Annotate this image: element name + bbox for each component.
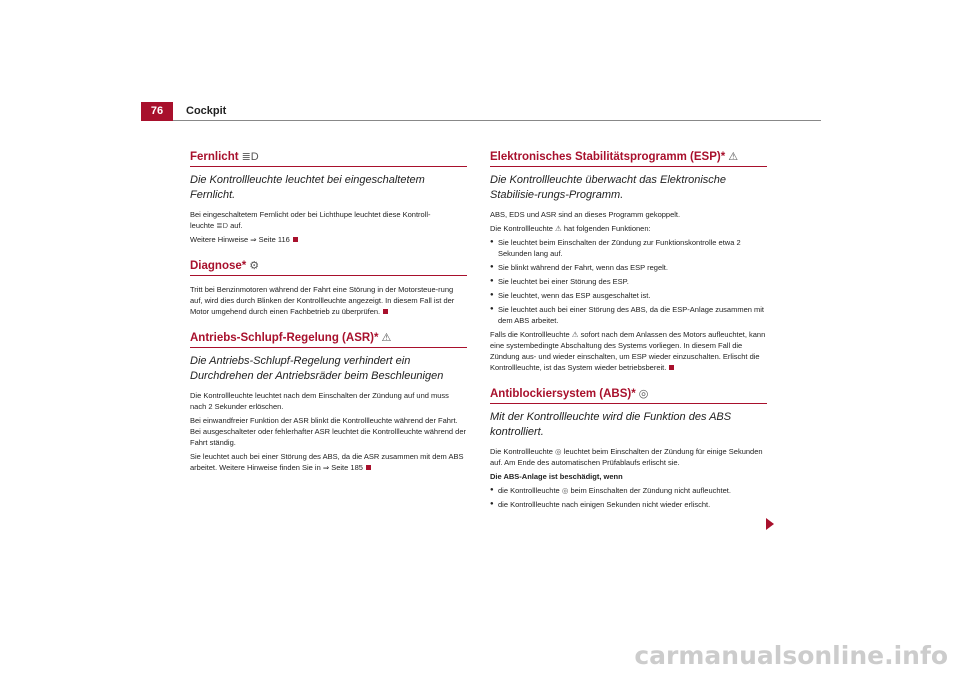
- section-diagnose: [190, 259, 467, 317]
- end-mark-icon: [669, 365, 674, 370]
- esp-icon: ⚠: [555, 224, 562, 233]
- header-rule: [173, 120, 821, 121]
- list-item: ● Sie blinkt während der Fahrt, wenn das ESP regelt.: [490, 262, 767, 273]
- list-item: ● die Kontrollleuchte nach einigen Sekunden nicht wieder erlischt.: [490, 499, 767, 510]
- section-title: Fernlicht ≣D: [190, 150, 467, 167]
- paragraph: Bei eingeschaltetem Fernlicht oder bei Lichthupe leuchtet diese Kontroll- leuchte ≣D auf.: [190, 210, 431, 230]
- paragraph: Falls die Kontrollleuchte ⚠ sofort nach dem Anlassen des Motors aufleuchtet, kann eine systembedingte Abschaltung des Systems vorliegen. In diesem Fall die Zündung aus- und wieder einschalten, um ESP wieder einzuschalten. Erlischt die Kontrollleuchte, ist das System wieder betriebsbereit.: [490, 330, 766, 372]
- end-mark-icon: [293, 237, 298, 242]
- section-esp: [490, 150, 767, 373]
- section-title: Diagnose* ⚙: [190, 259, 467, 276]
- left-column: [190, 150, 467, 487]
- page-reference-link[interactable]: Weitere Hinweise ⇒ Seite 116: [190, 235, 290, 244]
- watermark: carmanualsonline.info: [634, 641, 948, 670]
- end-mark-icon: [383, 309, 388, 314]
- end-mark-icon: [366, 465, 371, 470]
- high-beam-icon: ≣D: [241, 151, 259, 163]
- paragraph: Die Kontrollleuchte ◎ leuchtet beim Einschalten der Zündung für einige Sekunden auf. Am Ende des automatischen Prüfablaufs erlischt sie.: [490, 447, 763, 467]
- esp-icon: ⚠: [728, 151, 739, 163]
- paragraph: ABS, EDS und ASR sind an dieses Programm gekoppelt.: [490, 210, 681, 219]
- abs-icon: ◎: [555, 447, 562, 456]
- traction-icon: ⚠: [381, 332, 392, 344]
- paragraph: Sie leuchtet auch bei einer Störung des ABS, da die ASR zusammen mit dem ABS arbeitet. Weitere Hinweise finden Sie in ⇒ Seite 185: [190, 452, 464, 472]
- abs-icon: ◎: [561, 486, 569, 495]
- right-column: [490, 150, 767, 524]
- high-beam-icon: ≣D: [216, 221, 228, 230]
- section-fernlicht: [190, 150, 467, 245]
- list-item: ● Sie leuchtet, wenn das ESP ausgeschaltet ist.: [490, 290, 767, 301]
- section-title: Antiblockiersystem (ABS)* ◎: [490, 387, 767, 404]
- section-lead: Die Kontrollleuchte leuchtet bei eingeschaltetem Fernlicht.: [190, 174, 425, 201]
- list-item: ● Sie leuchtet bei einer Störung des ESP.: [490, 276, 767, 287]
- chapter-title: Cockpit: [186, 105, 227, 117]
- bullet-list: [490, 237, 767, 326]
- esp-icon: ⚠: [571, 330, 579, 339]
- abs-icon: ◎: [638, 388, 649, 400]
- list-item: ● die Kontrollleuchte ◎ beim Einschalten der Zündung nicht aufleuchtet.: [490, 485, 767, 496]
- section-lead: Mit der Kontrollleuchte wird die Funktion des ABS kontrolliert.: [490, 411, 732, 438]
- page-header: [141, 102, 821, 121]
- paragraph: Die Kontrollleuchte leuchtet nach dem Einschalten der Zündung auf und muss nach 2 Sekunder erlöschen.: [190, 391, 449, 411]
- paragraph: Die Kontrollleuchte ⚠ hat folgenden Funktionen:: [490, 224, 651, 233]
- paragraph-bold: Die ABS-Anlage ist beschädigt, wenn: [490, 472, 623, 481]
- section-abs: [490, 387, 767, 510]
- list-item: ● Sie leuchtet auch bei einer Störung des ABS, da die ESP-Anlage zusammen mit dem ABS arbeitet.: [490, 304, 767, 326]
- section-lead: Die Kontrollleuchte überwacht das Elektronische Stabilisie-rungs-Programm.: [490, 174, 727, 201]
- section-title: Elektronisches Stabilitätsprogramm (ESP)* ⚠: [490, 150, 767, 167]
- engine-icon: ⚙: [249, 260, 260, 272]
- section-lead: Die Antriebs-Schlupf-Regelung verhindert ein Durchdrehen der Antriebsräder beim Beschleunigen: [190, 355, 444, 382]
- paragraph: Bei einwandfreier Funktion der ASR blinkt die Kontrollleuchte während der Fahrt. Bei ausgeschalteter oder fehlerhafter ASR leuchtet die Kontrollleuchte während der Fahrt ständig.: [190, 416, 467, 447]
- list-item: ● Sie leuchtet beim Einschalten der Zündung zur Funktionskontrolle etwa 2 Sekunden lang auf.: [490, 237, 767, 259]
- paragraph: [190, 234, 467, 245]
- page-number: 76: [141, 102, 173, 121]
- continue-arrow-icon: [766, 518, 774, 530]
- section-asr: [190, 331, 467, 473]
- bullet-list: [490, 485, 767, 510]
- paragraph: Tritt bei Benzinmotoren während der Fahrt eine Störung in der Motorsteue-rung auf, wird dies durch Blinken der Kontrollleuchte angezeigt. In diesem Fall ist der Motor umgehend durch einen Fachbetrieb zu überprüfen.: [190, 285, 455, 316]
- section-title: Antriebs-Schlupf-Regelung (ASR)* ⚠: [190, 331, 467, 348]
